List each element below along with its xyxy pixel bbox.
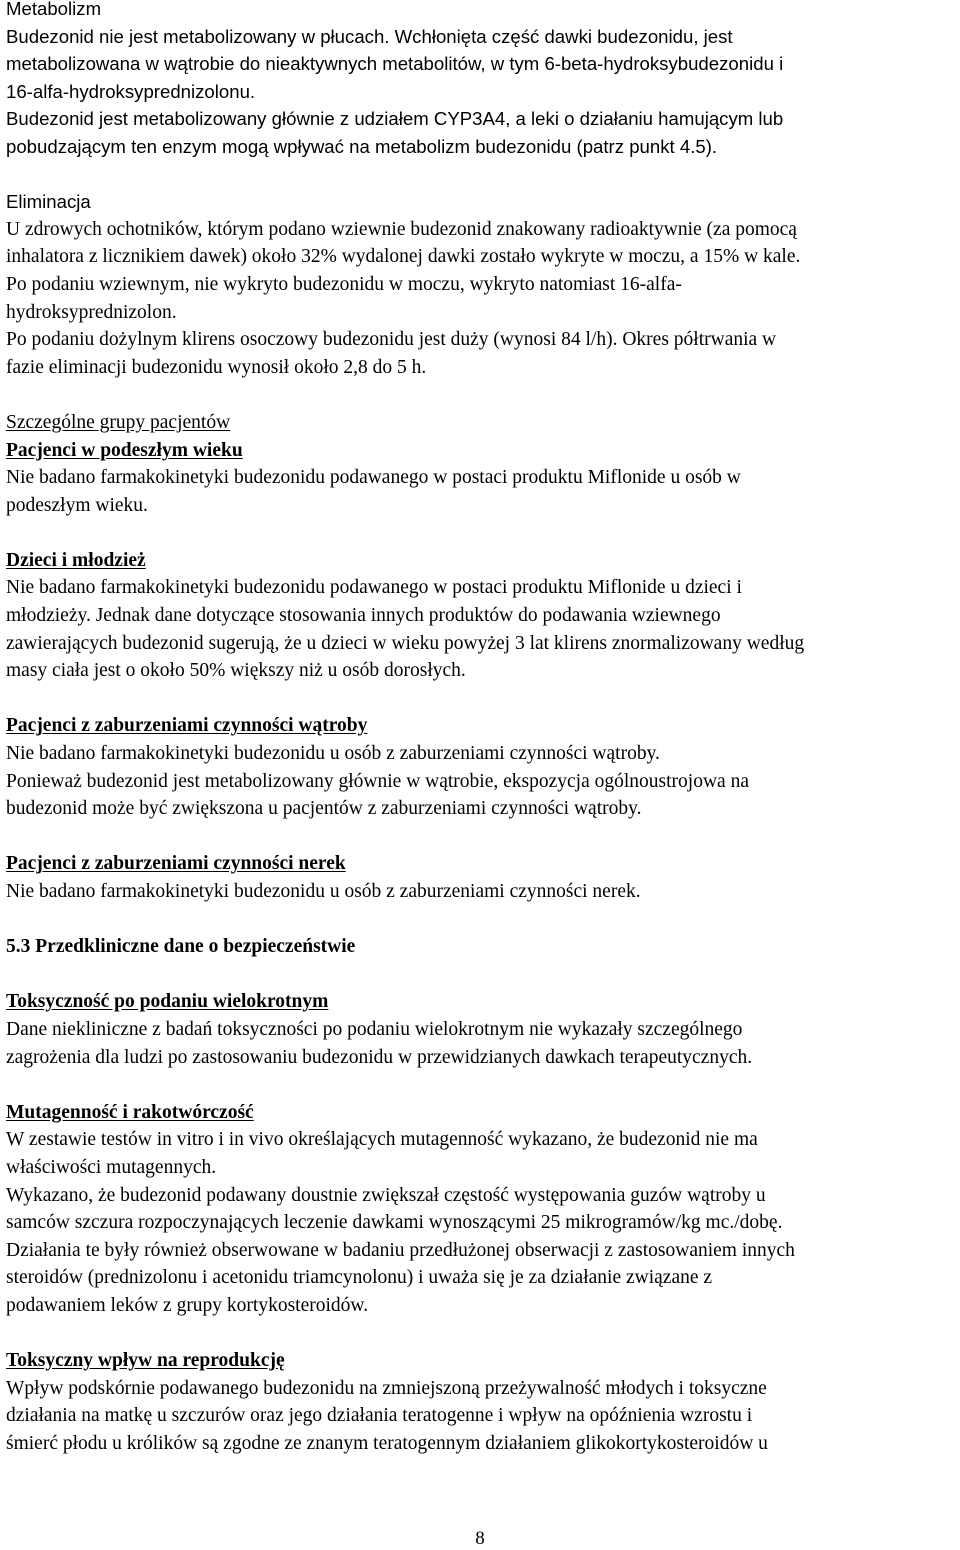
children-line: zawierających budezonid sugerują, że u dzieci w wieku powyżej 3 lat klirens znormalizowany według — [6, 632, 805, 654]
metabolism-line: metabolizowana w wątrobie do nieaktywnych metabolitów, w tym 6-beta-hydroksybudezonidu i — [6, 53, 784, 75]
renal-heading: Pacjenci z zaburzeniami czynności nerek — [6, 853, 346, 875]
elderly-heading: Pacjenci w podeszłym wieku — [6, 439, 243, 461]
elderly-line: Nie badano farmakokinetyki budezonidu podawanego w postaci produktu Miflonide u osób w — [6, 467, 741, 489]
reproductive-heading: Toksyczny wpływ na reprodukcję — [6, 1350, 285, 1372]
children-line: masy ciała jest o około 50% większy niż u osób dorosłych. — [6, 660, 466, 682]
elimination-line: Po podaniu dożylnym klirens osoczowy budezonidu jest duży (wynosi 84 l/h). Okres półtrwania w — [6, 329, 777, 351]
document-body — [6, 0, 958, 1485]
metabolism-line: 16-alfa-hydroksyprednizolonu. — [6, 80, 256, 102]
section-number: 5.3 — [6, 936, 31, 958]
mutagenicity-line: samców szczura rozpoczynających leczenie dawkami wynoszącymi 25 mikrogramów/kg mc./dobę. — [6, 1212, 783, 1234]
hepatic-heading: Pacjenci z zaburzeniami czynności wątroby — [6, 715, 368, 737]
mutagenicity-heading: Mutagenność i rakotwórczość — [6, 1101, 254, 1123]
children-section — [6, 547, 958, 685]
reproductive-section — [6, 1347, 958, 1457]
mutagenicity-line: właściwości mutagennych. — [6, 1156, 217, 1178]
elimination-line: inhalatora z licznikiem dawek) około 32% wydalonej dawki zostało wykryte w moczu, a 15% w kale. — [6, 246, 801, 268]
reproductive-line: działania na matkę u szczurów oraz jego działania teratogenne i wpływ na opóźnienia wzrostu i — [6, 1405, 753, 1427]
special-groups-section — [6, 409, 958, 519]
metabolism-heading: Metabolizm — [6, 0, 102, 19]
mutagenicity-line: Działania te były również obserwowane w badaniu przedłużonej obserwacji z zastosowaniem innych — [6, 1239, 795, 1261]
special-groups-heading: Szczególne grupy pacjentów — [6, 411, 231, 433]
elderly-line: podeszłym wieku. — [6, 494, 148, 516]
metabolism-section — [6, 0, 958, 161]
children-heading: Dzieci i młodzież — [6, 549, 146, 571]
page-number: 8 — [475, 1528, 485, 1549]
metabolism-line: Budezonid nie jest metabolizowany w płucach. Wchłonięta część dawki budezonidu, jest — [6, 25, 733, 47]
reproductive-line: śmierć płodu u królików są zgodne ze znanym teratogennym działaniem glikokortykosteroidów u — [6, 1432, 768, 1454]
section-title: Przedkliniczne dane o bezpieczeństwie — [35, 936, 356, 958]
elimination-line: U zdrowych ochotników, którym podano wziewnie budezonid znakowany radioaktywnie (za pomocą — [6, 218, 797, 240]
elimination-line: hydroksyprednizolon. — [6, 301, 177, 323]
metabolism-line: pobudzającym ten enzym mogą wpływać na metabolizm budezonidu (patrz punkt 4.5). — [6, 135, 718, 157]
hepatic-line: budezonid może być zwiększona u pacjentów z zaburzeniami czynności wątroby. — [6, 798, 642, 820]
reproductive-line: Wpływ podskórnie podawanego budezonidu na zmniejszoną przeżywalność młodych i toksyczne — [6, 1377, 767, 1399]
hepatic-section — [6, 712, 958, 822]
children-line: Nie badano farmakokinetyki budezonidu podawanego w postaci produktu Miflonide u dzieci i — [6, 577, 742, 599]
elimination-heading: Eliminacja — [6, 191, 91, 213]
mutagenicity-line: Wykazano, że budezonid podawany doustnie zwiększał częstość występowania guzów wątroby u — [6, 1184, 766, 1206]
repeated-dose-heading: Toksyczność po podaniu wielokrotnym — [6, 991, 329, 1013]
elimination-section — [6, 188, 958, 381]
mutagenicity-line: podawaniem leków z grupy kortykosteroidów. — [6, 1294, 369, 1316]
renal-section — [6, 850, 958, 905]
repeated-dose-line: Dane niekliniczne z badań toksyczności po podaniu wielokrotnym nie wykazały szczególnego — [6, 1018, 743, 1040]
hepatic-line: Ponieważ budezonid jest metabolizowany głównie w wątrobie, ekspozycja ogólnoustrojowa na — [6, 770, 749, 792]
mutagenicity-line: W zestawie testów in vitro i in vivo określających mutagenność wykazano, że budezonid nie ma — [6, 1129, 758, 1151]
mutagenicity-line: steroidów (prednizolonu i acetonidu triamcynolonu) i uważa się je za działanie związane z — [6, 1267, 713, 1289]
section-heading-5-3 — [6, 933, 958, 961]
children-line: młodzieży. Jednak dane dotyczące stosowania innych produktów do podawania wziewnego — [6, 605, 721, 627]
elimination-line: Po podaniu wziewnym, nie wykryto budezonidu w moczu, wykryto natomiast 16-alfa- — [6, 273, 682, 295]
metabolism-line: Budezonid jest metabolizowany głównie z udziałem CYP3A4, a leki o działaniu hamującym lub — [6, 108, 784, 130]
hepatic-line: Nie badano farmakokinetyki budezonidu u osób z zaburzeniami czynności wątroby. — [6, 743, 660, 765]
renal-line: Nie badano farmakokinetyki budezonidu u osób z zaburzeniami czynności nerek. — [6, 881, 641, 902]
repeated-dose-section — [6, 988, 958, 1071]
repeated-dose-line: zagrożenia dla ludzi po zastosowaniu budezonidu w przewidzianych dawkach terapeutycznych. — [6, 1046, 753, 1068]
elimination-line: fazie eliminacji budezonidu wynosił około 2,8 do 5 h. — [6, 356, 427, 378]
mutagenicity-section — [6, 1099, 958, 1320]
